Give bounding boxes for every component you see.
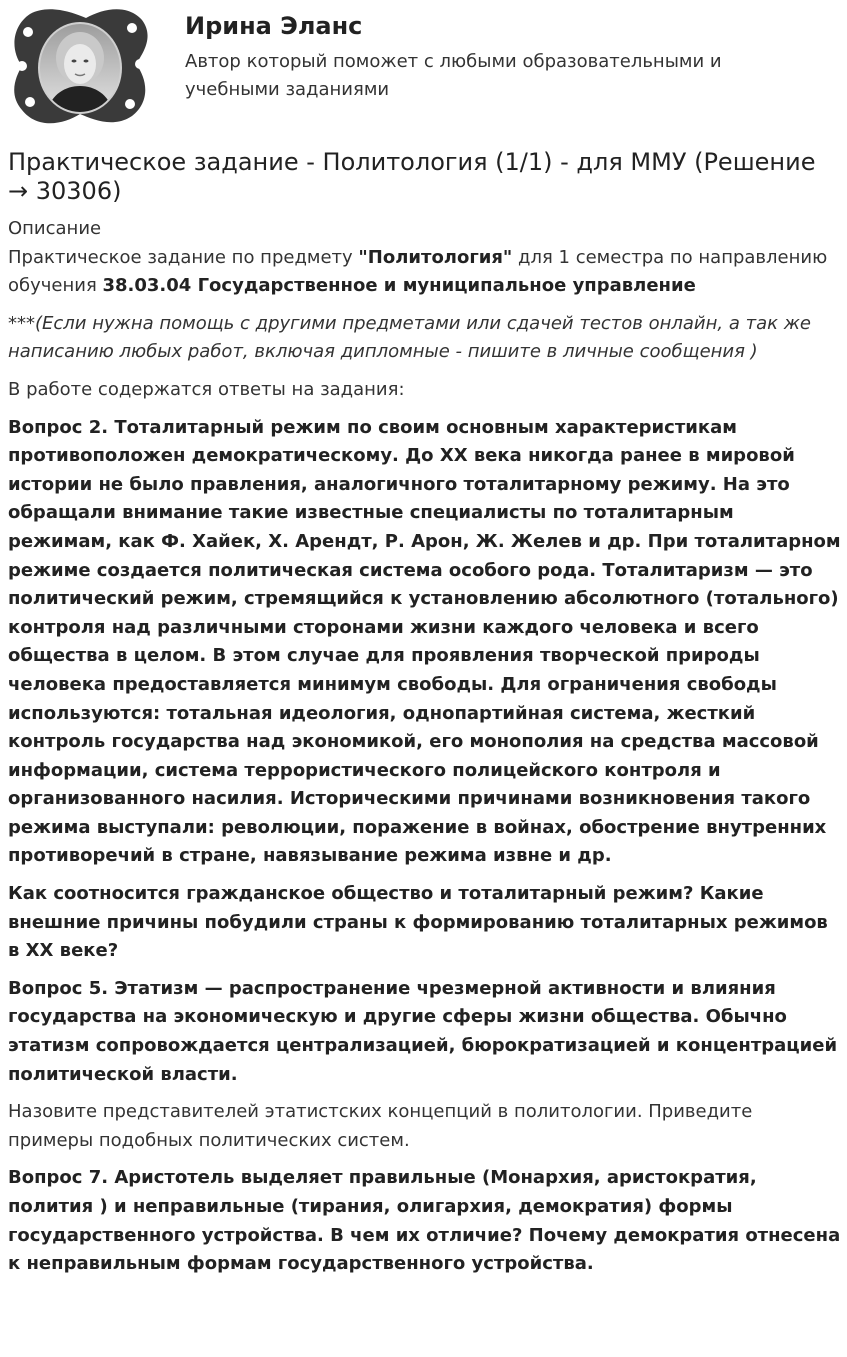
author-avatar[interactable] (8, 6, 150, 126)
answers-intro: В работе содержатся ответы на задания: (8, 378, 405, 400)
task-content (8, 148, 842, 1288)
task-title: Практическое задание - Политология (1/1) - для ММУ (Решение → 30306) (8, 148, 816, 205)
question-5-prompt: Назовите представителей этатистских концепций в политологии. Приведите примеры подобных политических систем. (8, 1101, 753, 1151)
question-7-text: Вопрос 7. Аристотель выделяет правильные (Монархия, аристократия, полития ) и неправильные (тирания, олигархия, демократия) формы государственного устройства. В чем их отличие? Почему демократия отнесена к неправильным формам государственного устройства. (8, 1167, 841, 1275)
question-5-text: Вопрос 5. Этатизм — распространение чрезмерной активности и влияния государства на экономическую и другие сферы жизни общества. Обычно этатизм сопровождается централизацией, бюрократизацией и концентрацией политической власти. (8, 977, 838, 1085)
description-label: Описание (8, 218, 102, 239)
help-note: ***(Если нужна помощь с другими предметами или сдачей тестов онлайн, а так же написанию любых работ, включая дипломные - пишите в личные сообщения ) (8, 312, 811, 363)
subject-name: "Политология" (358, 246, 513, 268)
intro-middle: для 1 семестра по направлению обучения (8, 246, 828, 297)
task-description (8, 215, 842, 301)
author-card (0, 0, 847, 140)
author-name[interactable]: Ирина Эланс (185, 12, 363, 40)
author-description: Автор который поможет с любыми образовательными и учебными заданиями (185, 51, 722, 100)
avatar-photo-frame-icon (8, 6, 150, 126)
question-2-prompt: Как соотносится гражданское общество и тоталитарный режим? Какие внешние причины побудили страны к формированию тоталитарных режимов в XX веке? (8, 883, 828, 962)
intro-prefix: Практическое задание по предмету (8, 246, 359, 268)
question-2-text: Вопрос 2. Тоталитарный режим по своим основным характеристикам противоположен демократическому. До XX века никогда ранее в мировой истории не было правления, аналогичного тоталитарному режиму. На это обращали внимание такие известные специалисты по тоталитарным режимам, как Ф. Хайек, Х. Арендт, Р. Арон, Ж. Желев и др. При тоталитарном режиме создается политическая система особого рода. Тоталитаризм — это политический режим, стремящийся к установлению абсолютного (тотального) контроля над различными сторонами жизни каждого человека и всего общества в целом. В этом случае для проявления творческой природы человека предоставляется минимум свободы. Для ограничения свободы используются: тотальная идеология, однопартийная система, жесткий контроль государства над экономикой, его монополия на средства массовой информации, система террористического полицейского контроля и организованного насилия. Историческими причинами возникновения такого режима выступали: революции, поражение в войнах, обострение внутренних противоречий в стране, навязывание режима извне и др. (8, 416, 841, 867)
direction-name: 38.03.04 Государственное и муниципальное управление (102, 275, 696, 297)
